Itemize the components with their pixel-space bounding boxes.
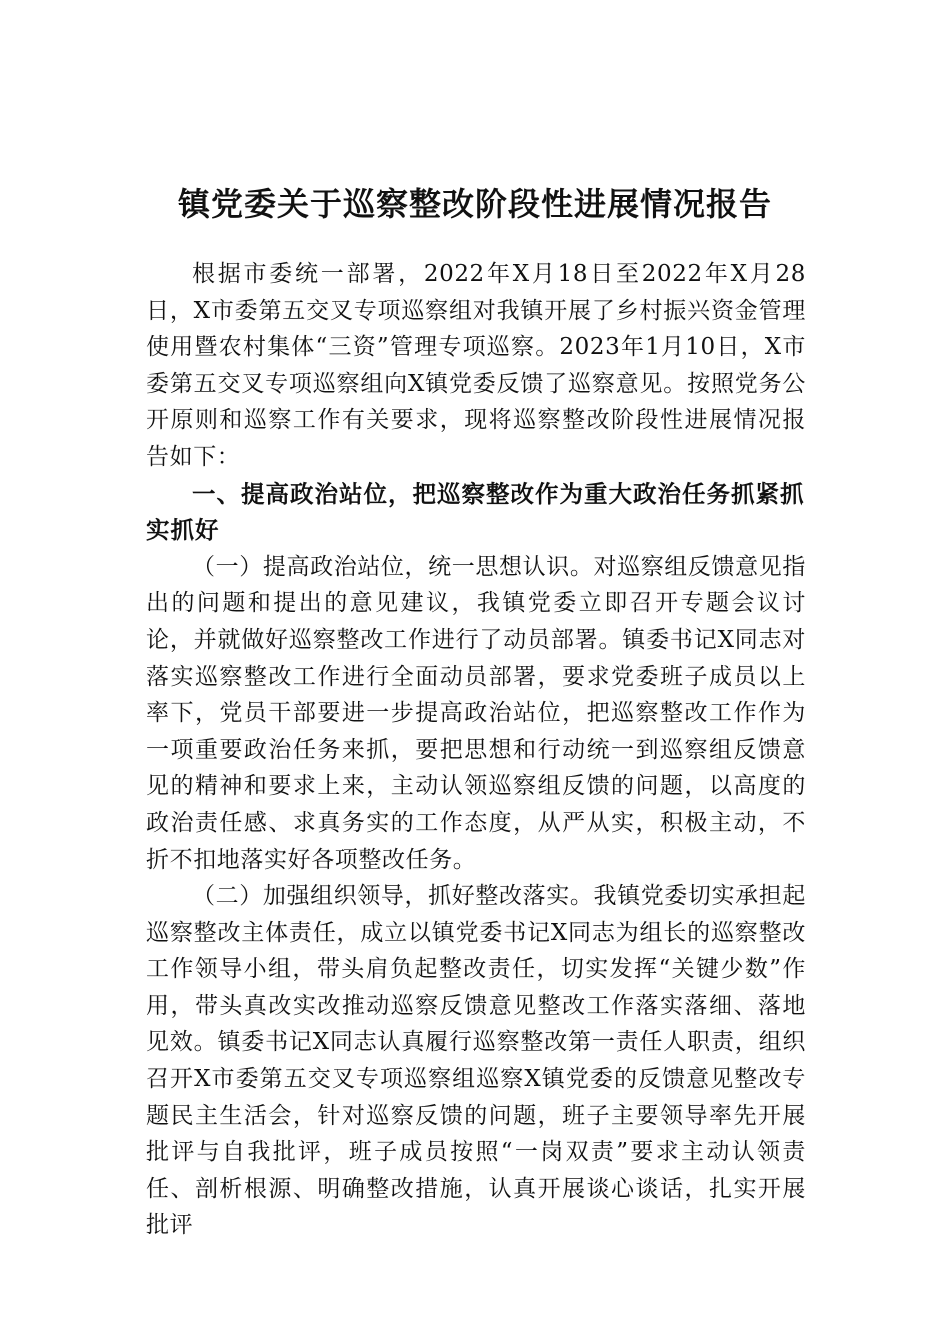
intro-paragraph: 根据市委统一部署，2022年X月18日至2022年X月28日，X市委第五交叉专项巡察组对我镇开展了乡村振兴资金管理使用暨农村集体“三资”管理专项巡察。2023年1月10日，X市委第五交叉专项巡察组向X镇党委反馈了巡察意见。按照党务公开原则和巡察工作有关要求，现将巡察整改阶段性进展情况报告如下： [146, 261, 806, 470]
subsection-paragraph-1: （一）提高政治站位，统一思想认识。对巡察组反馈意见指出的问题和提出的意见建议，我镇党委立即召开专题会议讨论，并就做好巡察整改工作进行了动员部署。镇委书记X同志对落实巡察整改工作进行全面动员部署，要求党委班子成员以上率下，党员干部要进一步提高政治站位，把巡察整改工作作为一项重要政治任务来抓，要把思想和行动统一到巡察组反馈意见的精神和要求上来，主动认领巡察组反馈的问题，以高度的政治责任感、求真务实的工作态度，从严从实，积极主动，不折不扣地落实好各项整改任务。 [146, 553, 806, 873]
document-title: 镇党委关于巡察整改阶段性进展情况报告 [177, 185, 772, 224]
section-heading-1: 一、提高政治站位，把巡察整改作为重大政治任务抓紧抓实抓好 [146, 479, 805, 545]
document-body [146, 256, 806, 1244]
subsection-paragraph-2: （二）加强组织领导，抓好整改落实。我镇党委切实承担起巡察整改主体责任，成立以镇党委书记X同志为组长的巡察整改工作领导小组，带头肩负起整改责任，切实发挥“关键少数”作用，带头真改实改推动巡察反馈意见整改工作落实落细、落地见效。镇委书记X同志认真履行巡察整改第一责任人职责，组织召开X市委第五交叉专项巡察组巡察X镇党委的反馈意见整改专题民主生活会，针对巡察反馈的问题，班子主要领导率先开展批评与自我批评，班子成员按照“一岗双责”要求主动认领责任、剖析根源、明确整改措施，认真开展谈心谈话，扎实开展批评 [146, 883, 806, 1239]
